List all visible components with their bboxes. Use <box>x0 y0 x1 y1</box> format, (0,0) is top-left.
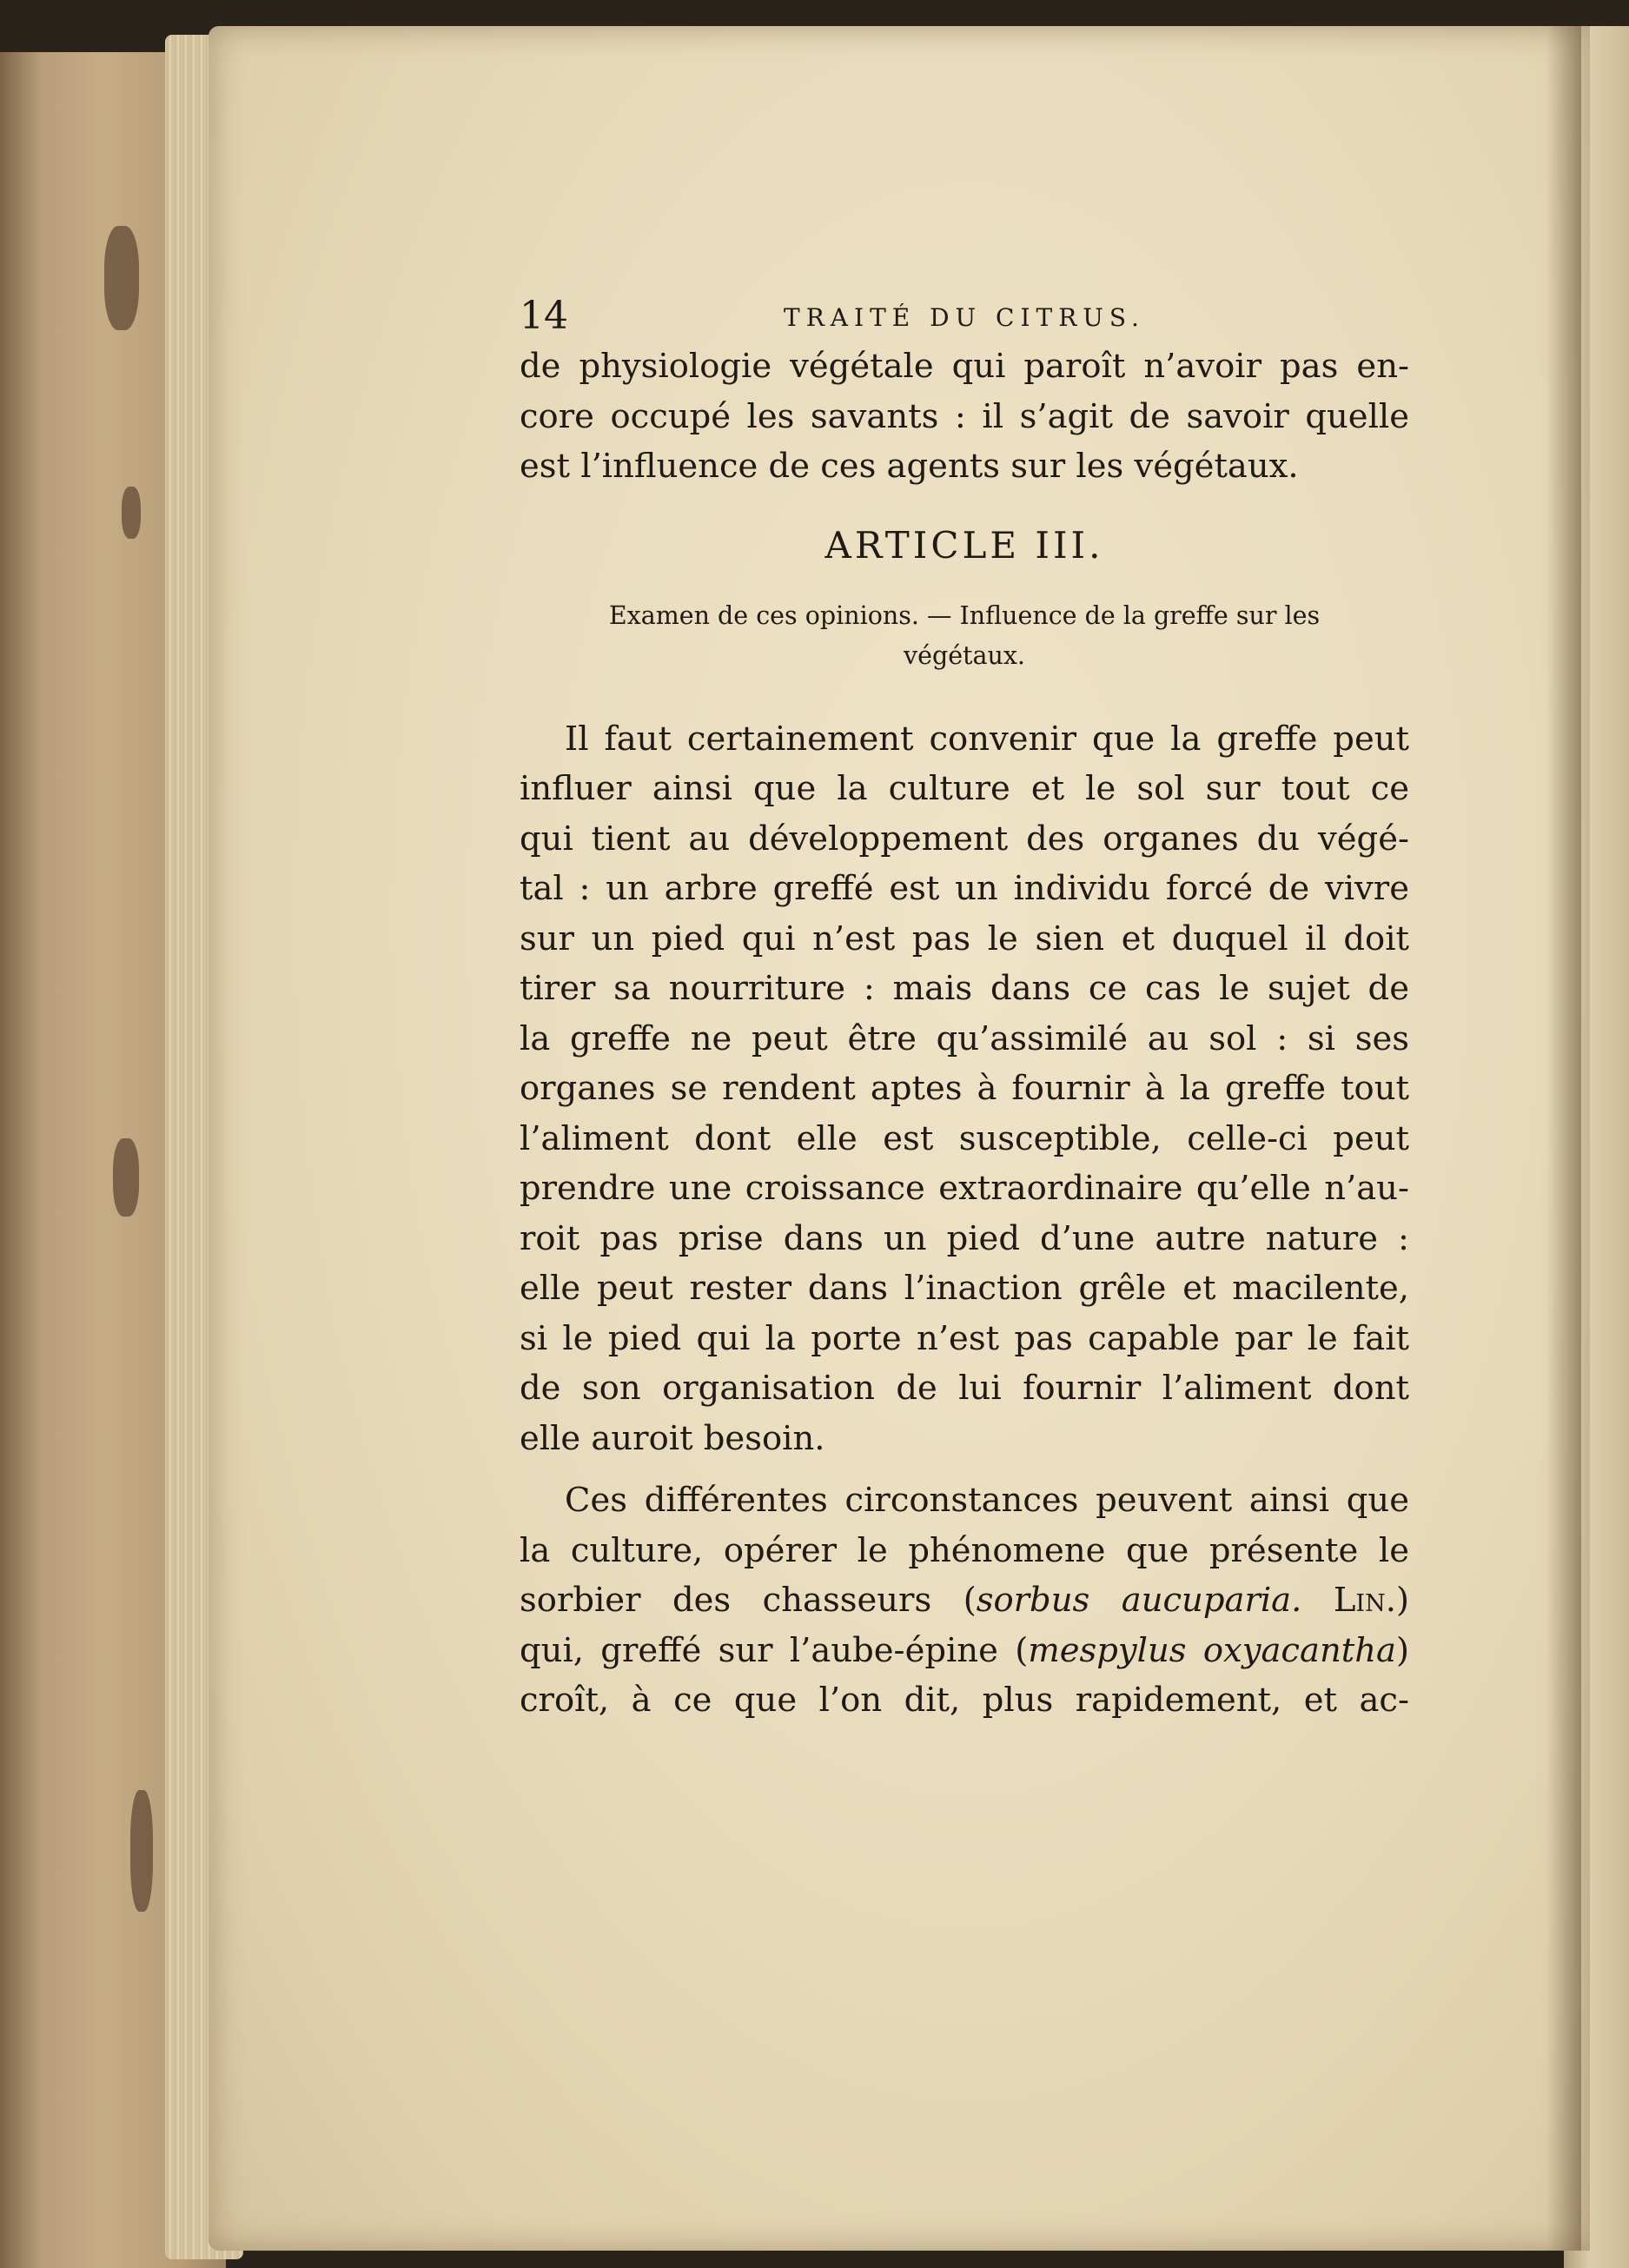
latin-name: sorbus aucuparia. <box>976 1581 1302 1620</box>
text-line: tal : un arbre greffé est un individu forcé de vivre <box>520 869 1409 908</box>
text-line-sorbus <box>520 1575 1409 1626</box>
subtitle-line: végétaux. <box>903 640 1025 670</box>
foxing-spot <box>104 226 139 330</box>
text-line: core occupé les savants : il s’agit de savoir quelle <box>520 396 1409 436</box>
text-line: si le pied qui la porte n’est pas capable par le fait <box>520 1318 1409 1358</box>
text-line-mespylus <box>520 1626 1409 1676</box>
running-title: TRAITÉ DU CITRUS. <box>784 303 1145 332</box>
author-abbrev: Lin. <box>1301 1581 1396 1620</box>
text-line: l’aliment dont elle est susceptible, celle-ci peut <box>520 1118 1409 1158</box>
page-text <box>520 291 1409 1726</box>
text-line: tirer sa nourriture : mais dans ce cas le sujet de <box>520 969 1409 1008</box>
text-line: elle auroit besoin. <box>520 1418 825 1458</box>
text-span: sorbier des chasseurs ( <box>520 1581 977 1620</box>
text-line: elle peut rester dans l’inaction grêle et macilente, <box>520 1269 1409 1308</box>
text-span: ) <box>1395 1630 1409 1670</box>
text-line: sur un pied qui n’est pas le sien et duquel il doit <box>520 918 1409 958</box>
foxing-spot <box>113 1138 139 1217</box>
subtitle-line: Examen de ces opinions. — Influence de la greffe sur les <box>608 600 1321 630</box>
text-line: Ces différentes circonstances peuvent ainsi que <box>565 1481 1409 1520</box>
text-span: qui, greffé sur l’aube-épine ( <box>520 1630 1029 1670</box>
text-line: prendre une croissance extraordinaire qu’elle n’au- <box>520 1169 1409 1208</box>
page-number: 14 <box>520 294 568 338</box>
gutter-shadow <box>1546 26 1581 2251</box>
text-line: organes se rendent aptes à fournir à la greffe tout <box>520 1069 1409 1108</box>
text-line: croît, à ce que l’on dit, plus rapidement, et ac- <box>520 1681 1409 1720</box>
paragraph-gap <box>520 1463 1409 1476</box>
text-line: influer ainsi que la culture et le sol sur tout ce <box>520 769 1409 808</box>
article-heading: ARTICLE III. <box>824 523 1104 567</box>
text-span: ) <box>1395 1581 1409 1620</box>
paragraph-greffe <box>520 714 1409 1464</box>
paragraph-sorbier <box>520 1476 1409 1726</box>
text-line: la greffe ne peut être qu’assimilé au sol : si ses <box>520 1018 1409 1058</box>
paragraph-continuation <box>520 342 1409 492</box>
text-line: la culture, opérer le phénomene que présente le <box>520 1530 1409 1570</box>
foxing-spot <box>122 487 141 539</box>
text-line: de son organisation de lui fournir l’aliment dont <box>520 1369 1409 1408</box>
foxing-spot <box>130 1790 153 1912</box>
text-line: de physiologie végétale qui paroît n’avoir pas en- <box>520 347 1409 386</box>
text-line: qui tient au développement des organes du végé- <box>520 819 1409 859</box>
article-subtitle <box>520 596 1409 676</box>
running-head <box>520 291 1409 342</box>
text-line: est l’influence de ces agents sur les végétaux. <box>520 447 1299 486</box>
latin-name: mespylus oxyacantha <box>1028 1630 1396 1670</box>
text-line: roit pas prise dans un pied d’une autre nature : <box>520 1218 1409 1258</box>
text-line: Il faut certainement convenir que la greffe peut <box>565 719 1409 759</box>
